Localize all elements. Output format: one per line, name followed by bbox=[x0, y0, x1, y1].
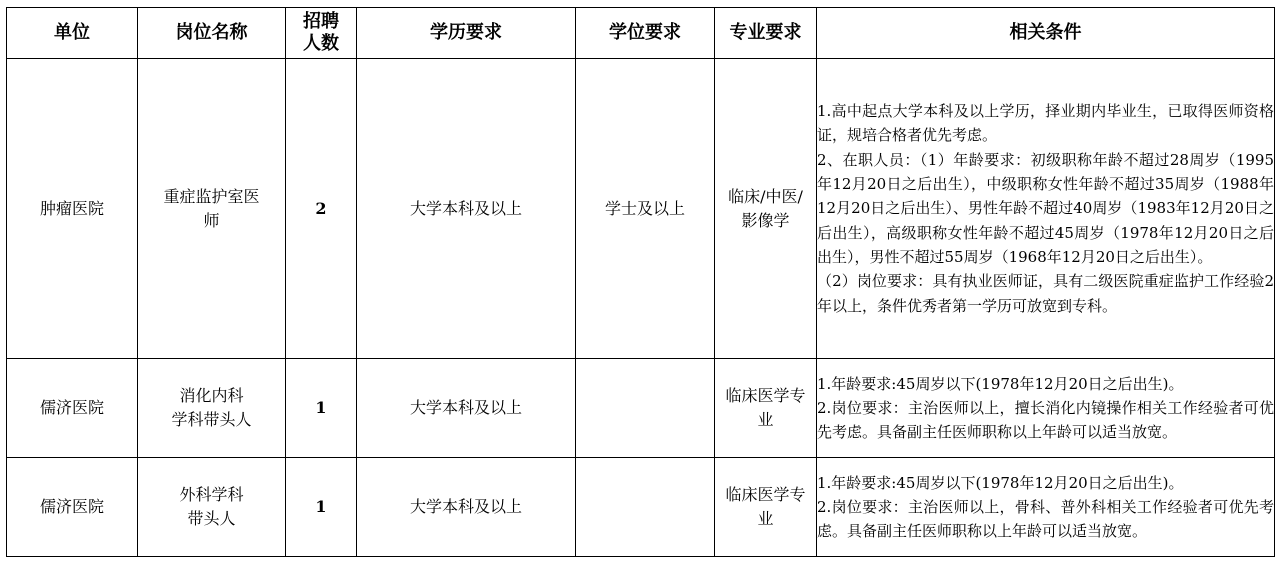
table-row bbox=[7, 59, 1275, 359]
major-line: 临床医学专 bbox=[725, 485, 806, 504]
condition-item: 2.岗位要求：主治医师以上，骨科、普外科相关工作经验者可优先考虑。具备副主任医师职称以上年龄可以适当放宽。 bbox=[817, 497, 1274, 541]
post-line: 消化内科 bbox=[179, 386, 244, 405]
major-line: 临床医学专 bbox=[725, 386, 806, 405]
cell-unit: 肿瘤医院 bbox=[7, 59, 138, 359]
header-unit: 单位 bbox=[7, 8, 138, 59]
post-line: 外科学科 bbox=[179, 485, 244, 504]
header-conditions: 相关条件 bbox=[817, 8, 1275, 59]
cell-count: 1 bbox=[286, 458, 357, 557]
condition-item: 2、在职人员：（1）年龄要求：初级职称年龄不超过28周岁（1995年12月20日之后出生），中级职称女性年龄不超过35周岁（1988年12月20日之后出生）、男性年龄不超过40周岁（1983年12月20日之后出生），高级职称女性年龄不超过45周岁（1978年12月20日之后出生），男性不超过55周岁（1968年12月20日之后出生）。 bbox=[817, 150, 1274, 266]
cell-count: 1 bbox=[286, 359, 357, 458]
condition-item: 1.年龄要求:45周岁以下(1978年12月20日之后出生)。 bbox=[817, 374, 1184, 393]
cell-degree bbox=[576, 359, 715, 458]
cell-conditions bbox=[817, 458, 1275, 557]
post-line: 师 bbox=[203, 210, 220, 230]
cell-unit: 儒济医院 bbox=[7, 359, 138, 458]
condition-item: 1.年龄要求:45周岁以下(1978年12月20日之后出生)。 bbox=[817, 473, 1184, 492]
cell-unit: 儒济医院 bbox=[7, 458, 138, 557]
cell-count: 2 bbox=[286, 59, 357, 359]
header-degree: 学位要求 bbox=[576, 8, 715, 59]
condition-item: 2.岗位要求：主治医师以上，擅长消化内镜操作相关工作经验者可优先考虑。具备副主任医师职称以上年龄可以适当放宽。 bbox=[817, 398, 1274, 442]
post-line: 带头人 bbox=[187, 509, 236, 528]
header-education: 学历要求 bbox=[357, 8, 576, 59]
recruitment-table bbox=[6, 7, 1275, 557]
cell-education: 大学本科及以上 bbox=[357, 59, 576, 359]
major-line: 业 bbox=[757, 509, 774, 528]
header-row bbox=[7, 8, 1275, 59]
condition-item: （2）岗位要求：具有执业医师证，具有二级医院重症监护工作经验2年以上，条件优秀者第一学历可放宽到专科。 bbox=[817, 272, 1274, 315]
cell-degree bbox=[576, 458, 715, 557]
header-count-line1: 招聘 bbox=[303, 11, 339, 32]
cell-conditions bbox=[817, 59, 1275, 359]
major-line: 业 bbox=[757, 410, 774, 429]
cell-post bbox=[138, 458, 286, 557]
table-row bbox=[7, 458, 1275, 557]
cell-degree: 学士及以上 bbox=[576, 59, 715, 359]
cell-major bbox=[715, 59, 817, 359]
header-post: 岗位名称 bbox=[138, 8, 286, 59]
cell-major bbox=[715, 359, 817, 458]
cell-post bbox=[138, 359, 286, 458]
post-line: 重症监护室医 bbox=[163, 186, 260, 206]
cell-education: 大学本科及以上 bbox=[357, 458, 576, 557]
header-major: 专业要求 bbox=[715, 8, 817, 59]
major-line: 影像学 bbox=[741, 210, 790, 230]
cell-major bbox=[715, 458, 817, 557]
table-row bbox=[7, 359, 1275, 458]
major-line: 临床/中医/ bbox=[728, 186, 803, 206]
cell-conditions bbox=[817, 359, 1275, 458]
condition-item: 1.高中起点大学本科及以上学历，择业期内毕业生，已取得医师资格证，规培合格者优先考虑。 bbox=[817, 102, 1274, 145]
header-count-line2: 人数 bbox=[303, 33, 339, 54]
cell-education: 大学本科及以上 bbox=[357, 359, 576, 458]
post-line: 学科带头人 bbox=[171, 410, 252, 429]
cell-post bbox=[138, 59, 286, 359]
header-count bbox=[286, 8, 357, 59]
